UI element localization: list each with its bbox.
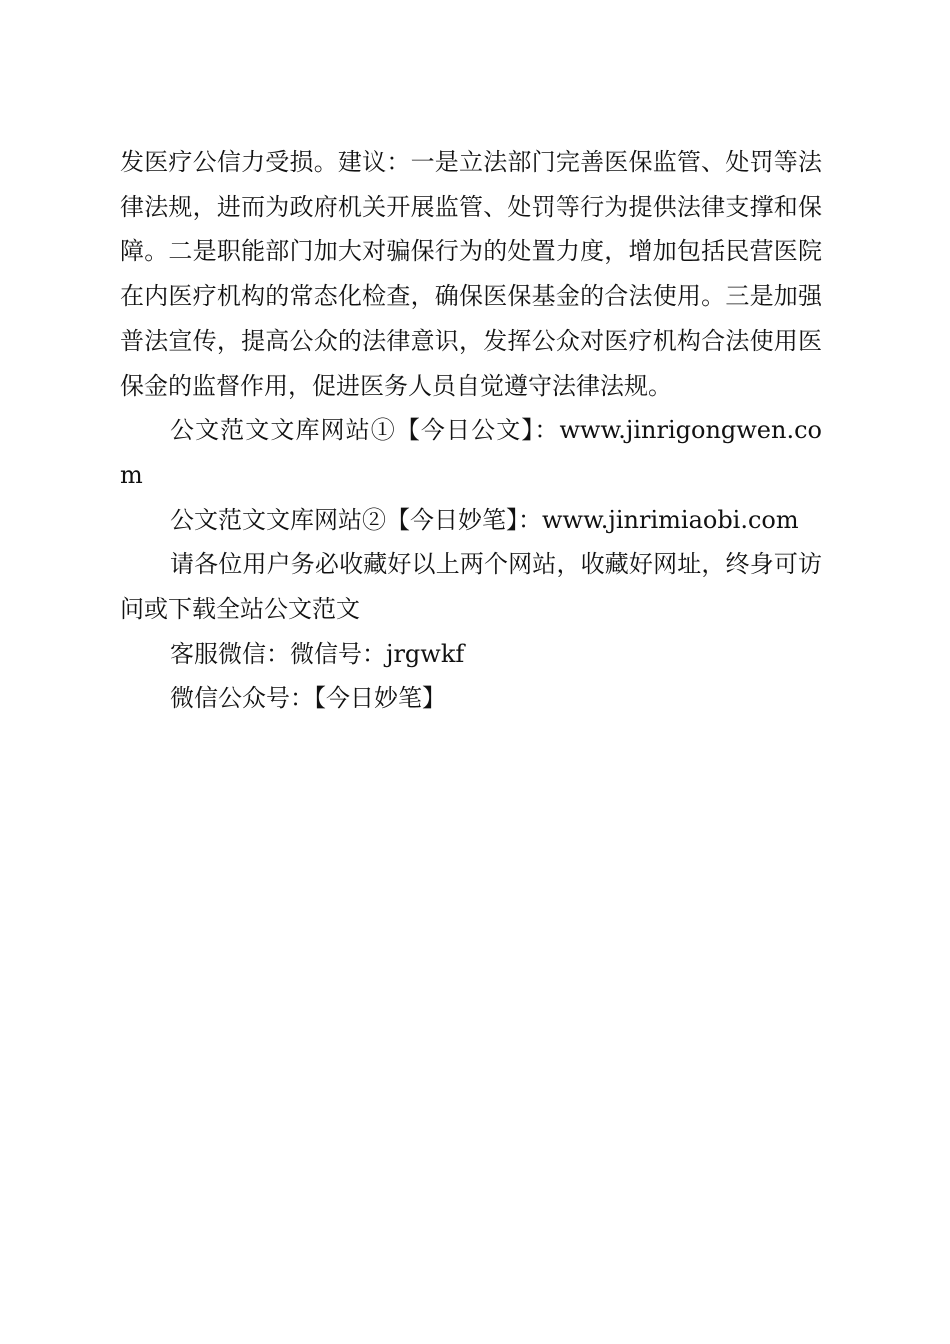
document-body [120,140,822,721]
customer-service-wechat: 客服微信：微信号：jrgwkf [170,639,465,668]
website-link-jinrigongwen: 公文范文文库网站①【今日公文】：www.jinrigongwen.com [120,416,822,489]
body-paragraph-recommendations: 发医疗公信力受损。建议：一是立法部门完善医保监管、处罚等法律法规，进而为政府机关开展监管、处罚等行为提供法律支撑和保障。二是职能部门加大对骗保行为的处置力度，增加包括民营医院在内医疗机构的常态化检查，确保医保基金的合法使用。三是加强普法宣传，提高公众的法律意识，发挥公众对医疗机构合法使用医保金的监督作用，促进医务人员自觉遵守法律法规。 [120,148,822,400]
bookmark-notice: 请各位用户务必收藏好以上两个网站，收藏好网址，终身可访问或下载全站公文范文 [120,550,822,624]
wechat-official-account: 微信公众号：【今日妙笔】 [170,684,446,713]
website-link-jinrimiaobi: 公文范文文库网站②【今日妙笔】：www.jinrimiaobi.com [170,505,799,534]
